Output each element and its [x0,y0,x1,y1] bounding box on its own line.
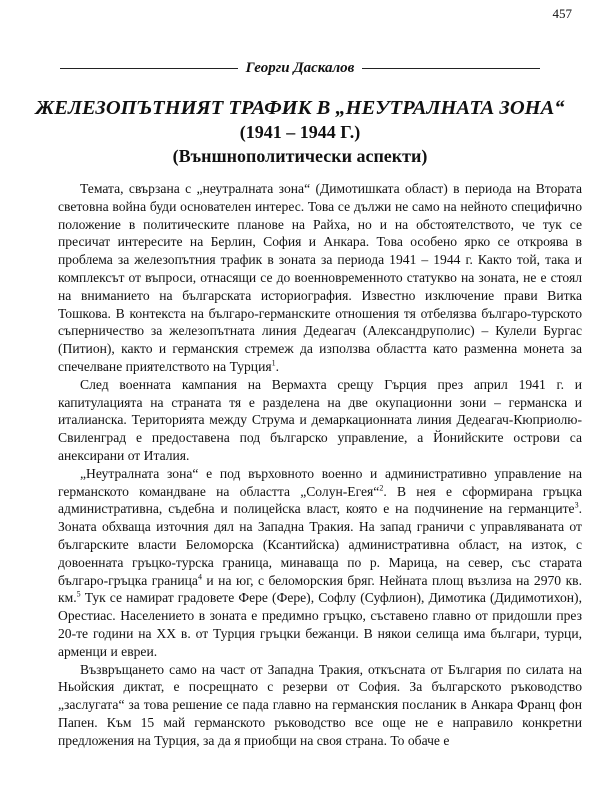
paragraph-text: Тук се намират градовете Фере (Фере), Софлу (Суфлион), Димотика (Дидимотихон), Орестиас. Населението в зоната е предимно гръцко, съставено главно от придошли през 20-те години на ХХ в. от Турция гръцки бежанци. В някои селища има българи, турци, арменци и евреи. [58,590,582,659]
article-title: ЖЕЛЕЗОПЪТНИЯТ ТРАФИК В „НЕУТРАЛНАТА ЗОНА“ [35,97,565,119]
footnote-ref-1: 1 [271,358,276,368]
paragraph-text: . Зоната обхваща източния дял на Западна Тракия. На запад граничи с управляваната от българските власти Беломорска (Ксантийска) административна област, на изток, с довоенната гръцко-турска граница, минаваща по р. Марица, на север, със старата българо-гръцка граница [58,501,582,588]
paragraph-text: . [275,358,280,374]
paragraph-text: След военната кампания на Вермахта срещу Гърция през април 1941 г. и капитулацията на страната тя е разделена на две окупационни зони – германска и италианска. Територията между Струма и демаркационната линия Дедеагач-Кюприолю-Свиленград е предоставена под българско управление, а Йонийските острови са анексирани от Италия. [58,376,582,463]
paragraph-text: Възвръщането само на част от Западна Тракия, откъсната от България по силата на Ньойския диктат, е посрещнато с резерви от София. За българското ръководство „заслугата“ за това решение се пада главно на германския посланик в Анкара Франц фон Папен. Към 15 май германското ръководство все още не е направило конкретни предложения на Турция, за да я приобщи на своя страна. То обаче е [58,661,582,748]
author-header [60,60,540,77]
paragraph-text: Темата, свързана с „неутралната зона“ (Димотишката област) в периода на Втората световна война буди основателен интерес. Това се дължи не само на нейното специфично положение в политическите планове на Райха, но и на обстоятелството, че тук се пресичат интересите на Берлин, София и Анкара. Това особено ярко се откроява в проблема за железопътния трафик в зоната за периода 1941 – 1944 г. Както той, така и комплексът от въпроси, отнасящи се до военновременното статукво на зоната, не е стоял на вниманието на българската историография. Известно изключение прави Витка Тошкова. В контекста на българо-германските отношения тя отбелязва българо-турското съперничество за железопътната линия Дедеагач (Александруполис) – Кулели Бургас (Питион), както и германския стремеж да използва областта като разменна монета за спечелване приятелството на Турция [58,181,582,374]
article-subtitle: (Външнополитически аспекти) [172,146,428,166]
paragraph-2 [58,376,582,465]
article-years: (1941 – 1944 Г.) [239,122,361,142]
footnote-ref-5: 5 [76,589,81,599]
footnote-ref-3: 3 [574,500,579,510]
author-name: Георги Даскалов [245,60,355,76]
article-body [58,180,582,750]
paragraph-1 [58,180,582,376]
paragraph-text: . В нея е сформирана гръцка административна, съдебна и полицейска власт, която е на подчинение на германците [58,483,582,517]
paragraph-text: и на юг, с беломорския бряг. Нейната площ възлиза на 2970 кв. км. [58,572,582,606]
article-title-block [10,96,590,168]
footnote-ref-2: 2 [379,483,384,493]
footnote-ref-4: 4 [197,572,202,581]
paragraph-3 [58,465,582,661]
paragraph-text: „Неутралната зона“ е под върховното военно и административно управление на германското командване на областта „Солун-Егея“ [58,465,582,499]
header-rule-right [362,68,540,69]
page-number: 457 [552,6,572,21]
header-rule-left [60,68,238,69]
paragraph-4 [58,661,582,750]
